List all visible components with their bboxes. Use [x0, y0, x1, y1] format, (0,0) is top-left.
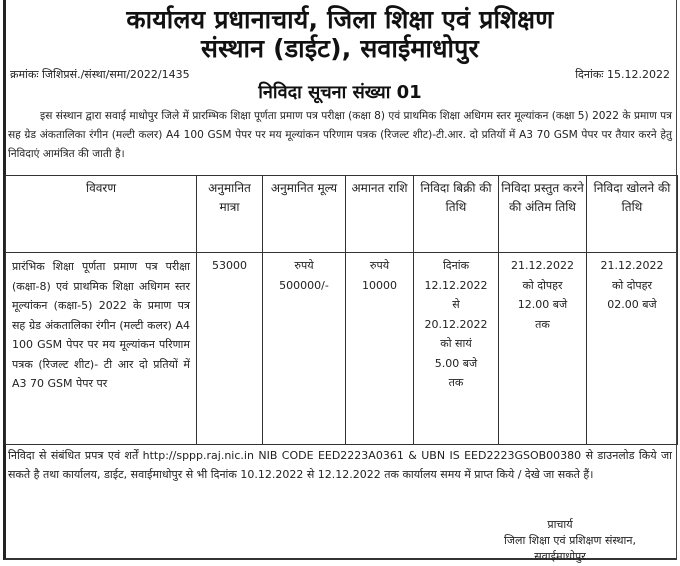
cell-deposit — [346, 253, 414, 445]
sale-date-line: 20.12.2022 — [424, 317, 488, 331]
notice-date: दिनांकः 15.12.2022 — [575, 68, 670, 81]
reference-number: क्रमांकः जिशिप्रसं./संस्था/समा/2022/1435 — [10, 68, 190, 81]
table-row — [6, 253, 678, 445]
office-title-line1: कार्यालय प्रधानाचार्य, जिला शिक्षा एवं प्रशिक्षण — [126, 5, 554, 34]
estimated-value-amount: 500000/- — [279, 278, 329, 292]
sale-date-line: 12.12.2022 — [424, 278, 488, 292]
submission-date-line: 21.12.2022 — [511, 259, 574, 272]
cell-submission-date — [499, 253, 587, 445]
cell-estimated-value — [263, 253, 346, 445]
header-quantity: अनुमानित मात्रा — [197, 176, 263, 253]
table-header-row — [6, 176, 678, 253]
header-opening-date: निविदा खोलने की तिथि — [587, 176, 678, 253]
sale-date-line: 5.00 बजे — [434, 356, 478, 370]
opening-date-line: 21.12.2022 — [600, 259, 664, 272]
submission-date-line: 12.00 बजे — [517, 298, 568, 311]
header-estimated-value: अनुमानित मूल्य — [263, 176, 346, 253]
sale-date-line: से — [452, 298, 460, 311]
tender-table — [5, 175, 678, 445]
sale-date-line: को सायं — [440, 337, 472, 350]
opening-date-line: को दोपहर — [611, 278, 653, 292]
submission-date-line: को दोपहर — [522, 278, 563, 292]
sale-date-line: तक — [448, 376, 464, 389]
header-description: विवरण — [6, 176, 197, 253]
cell-description: प्रारंभिक शिक्षा पूर्णता प्रमाण पत्र परीक्षा (कक्षा-8) एवं प्राथमिक शिक्षा अधिगम स्तर मूल्यांकन (कक्षा-5) 2022 के प्रमाण पत्र सह ग्रेड अंकतालिका रंगीन (मल्टी कलर) A4 100 GSM पेपर पर मय मूल्यांकन परिणाम पत्रक (रिजल्ट शीट)- टी आर दो प्रतियों में A3 70 GSM पेपर पर — [6, 253, 197, 445]
footer-note: निविदा से संबंधित प्रपत्र एवं शर्तें http://sppp.raj.nic.in NIB CODE EED2223A0361 & UBN IS EED2223GSOB00380 से डाउनलोड किये जा सकते है तथा कार्यालय, डाईट, सवाईमाधोपुर से भी दिनांक 10.12.2022 से 12.12.2022 तक कार्यालय समय में प्राप्त किये / देखे जा सकते हैं। — [8, 449, 672, 481]
opening-date-line: 02.00 बजे — [607, 298, 657, 311]
deposit-amount: 10000 — [362, 278, 397, 292]
header-sale-date: निविदा बिक्री की तिथि — [414, 176, 499, 253]
header-submission-date: निविदा प्रस्तुत करने की अंतिम तिथि — [499, 176, 587, 253]
deposit-label: रुपये — [369, 259, 390, 272]
header-deposit: अमानत राशि — [346, 176, 414, 253]
cell-quantity: 53000 — [197, 253, 263, 445]
notice-title: निविदा सूचना संख्या 01 — [258, 82, 422, 103]
signature-institution: जिला शिक्षा एवं प्रशिक्षण संस्थान, — [504, 534, 636, 547]
intro-paragraph: इस संस्थान द्वारा सवाई माधोपुर जिले में प्रारम्भिक शिक्षा पूर्णता प्रमाण पत्र परीक्षा (कक्षा 8) एवं प्राथमिक शिक्षा अधिगम स्तर मूल्यांकन (कक्षा 5) 2022 के प्रमाण पत्र सह ग्रेड अंकतालिका रंगीन (मल्टी कलर) A4 100 GSM पेपर पर मय मूल्यांकन परिणाम पत्रक (रिजल्ट शीट)-टी.आर. दो प्रतियों में A3 70 GSM पेपर पर तैयार करने हेतु निविदाएं आमंत्रित की जाती है। — [8, 110, 672, 160]
signature-block — [440, 517, 680, 565]
office-title-line2: संस्थान (डाईट), सवाईमाधोपुर — [201, 34, 479, 63]
signature-place: सवाईमाधोपुर — [534, 550, 586, 563]
cell-sale-date — [414, 253, 499, 445]
sale-date-line: दिनांक — [442, 259, 470, 272]
cell-opening-date — [587, 253, 678, 445]
submission-date-line: तक — [535, 317, 550, 331]
estimated-value-label: रुपये — [294, 259, 314, 272]
signature-designation: प्राचार्य — [547, 518, 573, 531]
